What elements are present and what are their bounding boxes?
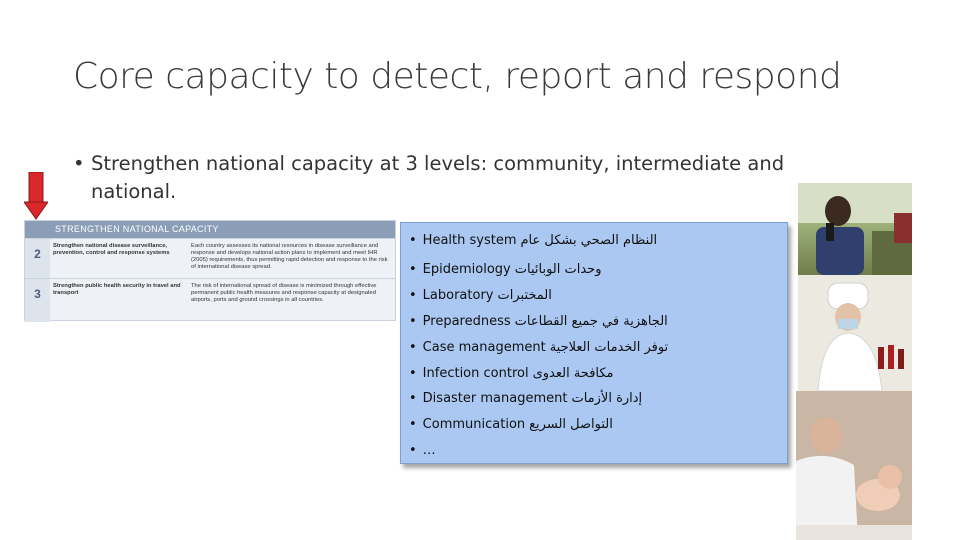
list-item: • Laboratory المختبرات <box>409 287 552 303</box>
list-item: • … <box>409 442 436 458</box>
health-worker-photo <box>798 183 912 275</box>
list-item: • Epidemiology وحدات الوبائيات <box>409 261 602 277</box>
row-number: 2 <box>25 239 50 278</box>
doctor-with-baby-photo <box>796 391 912 540</box>
main-bullet-text: Strengthen national capacity at 3 levels: community, intermediate and national. <box>91 152 785 203</box>
list-item: • Disaster management إدارة الأزمات <box>409 390 643 406</box>
list-item: • Health system النظام الصحي بشكل عام <box>409 232 658 248</box>
row-description: The risk of international spread of disease is minimized through effective permanent public health measures and response capacity at designated airports, ports and ground crossings in all countries. <box>191 283 377 303</box>
list-item: • Communication التواصل السريع <box>409 416 613 432</box>
row-label: Strengthen public health security in travel and transport <box>53 283 181 296</box>
list-item: • Case management توفر الخدمات العلاجية <box>409 339 669 355</box>
table-header: STRENGTHEN NATIONAL CAPACITY <box>25 221 395 238</box>
row-label: Strengthen national disease surveillance, prevention, control and response systems <box>53 243 170 256</box>
table-row <box>25 278 395 322</box>
list-item: • Preparedness الجاهزية في جميع القطاعات <box>409 313 668 329</box>
row-number: 3 <box>25 279 50 322</box>
strengthen-capacity-table <box>24 220 396 321</box>
lab-technician-photo <box>798 275 912 391</box>
red-arrow-icon <box>24 172 48 220</box>
row-description: Each country assesses its national resources in disease surveillance and response and develops national action plans to implement and meet IHR (2005) requirements, thus permitting rapid detection and response to the risk of international disease spread. <box>191 243 388 270</box>
health-areas-box <box>400 222 788 464</box>
bullet-dot: • <box>73 152 85 175</box>
table-row <box>25 238 395 278</box>
main-bullet <box>73 150 853 206</box>
slide-title: Core capacity to detect, report and respond <box>73 56 842 97</box>
list-item: • Infection control مكافحة العدوى <box>409 365 614 381</box>
